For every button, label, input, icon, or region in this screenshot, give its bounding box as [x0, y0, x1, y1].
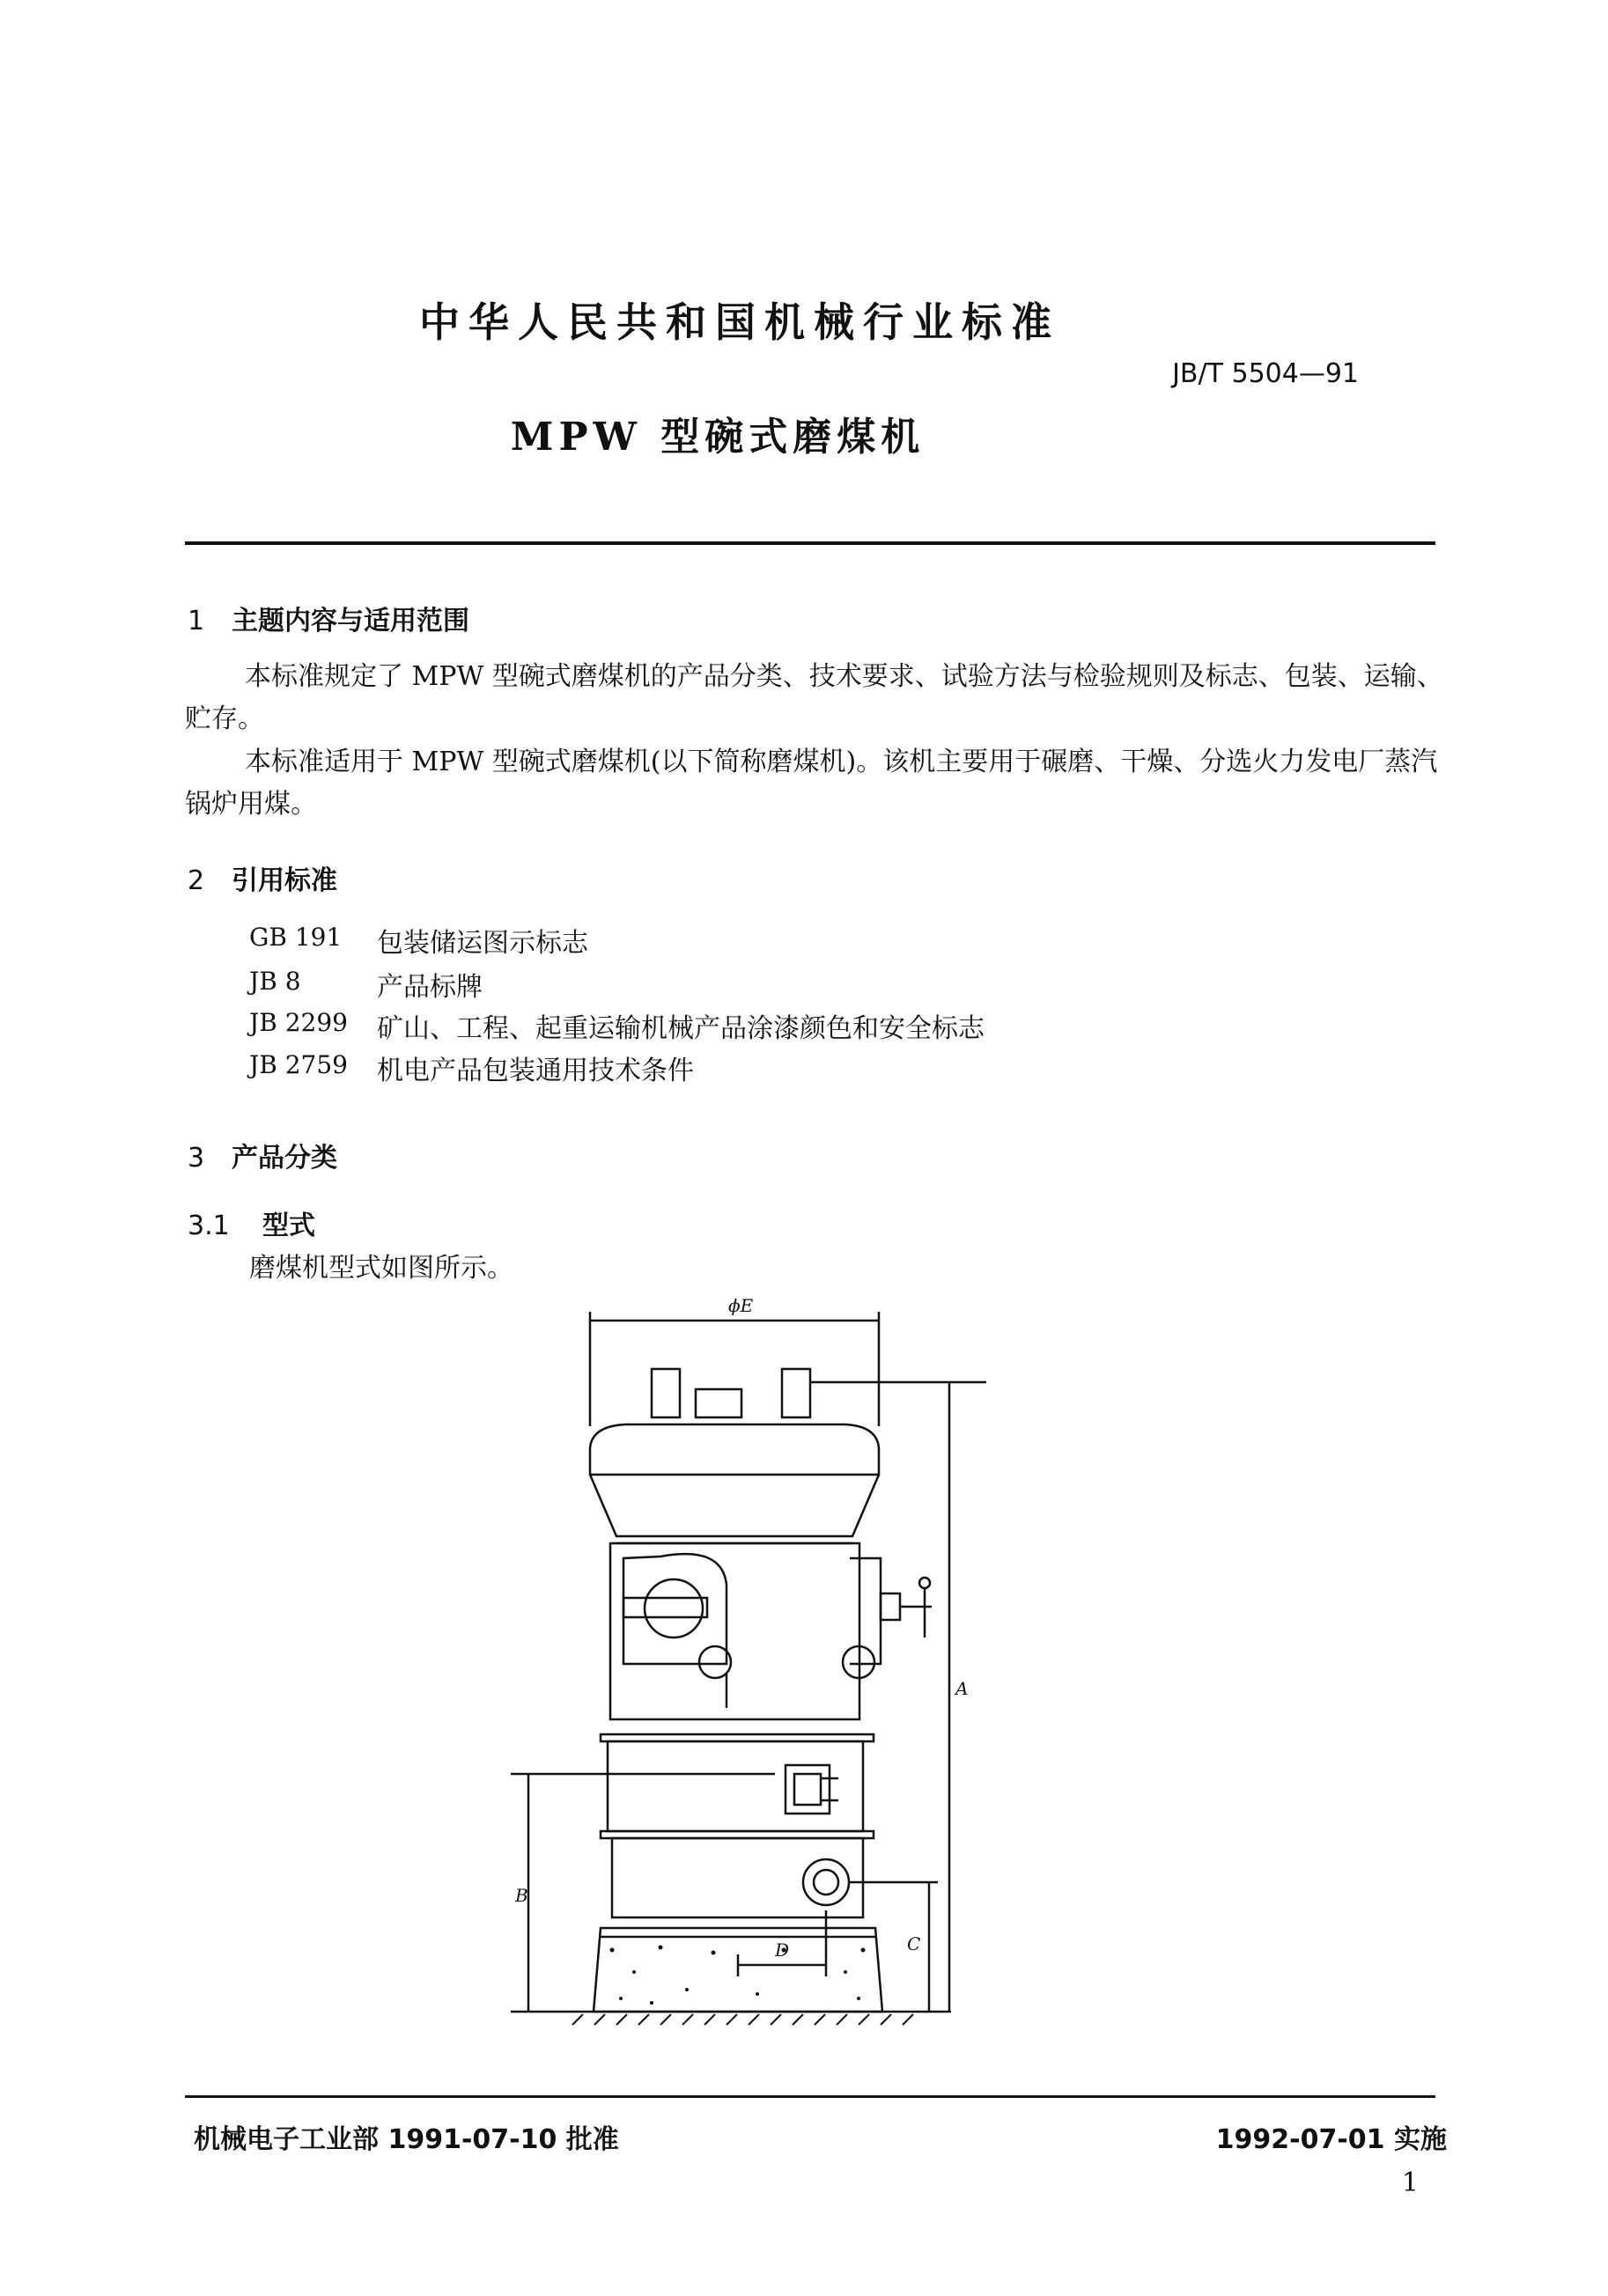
- approval-line: 机械电子工业部 1991-07-10 批准: [194, 2124, 619, 2155]
- ref-code: GB 191: [249, 923, 343, 952]
- inspection-door: [786, 1765, 830, 1814]
- classifier-cone: [590, 1475, 879, 1536]
- mill-body: [610, 1543, 859, 1719]
- header-rule: [185, 541, 1435, 545]
- section-3-number: 3: [188, 1143, 205, 1174]
- ref-code: JB 8: [249, 967, 301, 996]
- dimension-label-e: ϕE: [728, 1295, 754, 1316]
- air-inlet-port: [803, 1859, 849, 1905]
- bowl-mill-figure: [511, 1294, 1004, 2069]
- center-feed-pipe: [696, 1389, 741, 1417]
- section-3-title: 产品分类: [232, 1143, 337, 1174]
- subsection-3-1-title: 型式: [262, 1211, 315, 1241]
- dimension-label-c: C: [907, 1933, 921, 1954]
- ref-code: JB 2299: [249, 1008, 348, 1037]
- ref-title: 机电产品包装通用技术条件: [377, 1056, 694, 1086]
- org-title: 中华人民共和国机械行业标准: [419, 298, 1060, 346]
- section-1-title: 主题内容与适用范围: [232, 606, 469, 637]
- outlet-pipe-left: [652, 1369, 680, 1417]
- document-title: MPW 型碗式磨煤机: [510, 415, 926, 460]
- standard-number: JB/T 5504—91: [1172, 358, 1359, 389]
- subsection-3-1-number: 3.1: [188, 1211, 230, 1241]
- section-1-paragraph-2: 本标准适用于 MPW 型碗式磨煤机(以下简称磨煤机)。该机主要用于碾磨、干燥、分选火力发电厂蒸汽锅炉用煤。: [185, 747, 1438, 820]
- subsection-3-1-heading: [188, 1203, 315, 1242]
- dimension-label-a: A: [955, 1678, 969, 1699]
- section-1-paragraph-1: 本标准规定了 MPW 型碗式磨煤机的产品分类、技术要求、试验方法与检验规则及标志、包装、运输、贮存。: [185, 661, 1443, 734]
- mill-housing: [608, 1741, 863, 1831]
- ref-title: 矿山、工程、起重运输机械产品涂漆颜色和安全标志: [377, 1013, 985, 1044]
- effective-date: 1992-07-01 实施: [1215, 2124, 1447, 2155]
- section-2-title: 引用标准: [232, 865, 337, 896]
- classifier-top: [590, 1424, 879, 1475]
- ref-code: JB 2759: [249, 1050, 348, 1079]
- section-2-number: 2: [188, 865, 205, 896]
- page-number: 1: [1401, 2167, 1419, 2198]
- dimension-label-d: D: [775, 1939, 790, 1961]
- subsection-3-1-text: 磨煤机型式如图所示。: [249, 1253, 513, 1284]
- section-2-heading: [188, 858, 337, 897]
- section-3-heading: [188, 1136, 337, 1174]
- outlet-pipe-right: [782, 1369, 810, 1417]
- ref-title: 产品标牌: [377, 972, 483, 1003]
- section-1-number: 1: [188, 606, 205, 637]
- footer-rule: [185, 2095, 1435, 2098]
- dimension-label-b: B: [515, 1885, 528, 1906]
- section-1-heading: [188, 599, 469, 637]
- ref-title: 包装储运图示标志: [377, 928, 588, 959]
